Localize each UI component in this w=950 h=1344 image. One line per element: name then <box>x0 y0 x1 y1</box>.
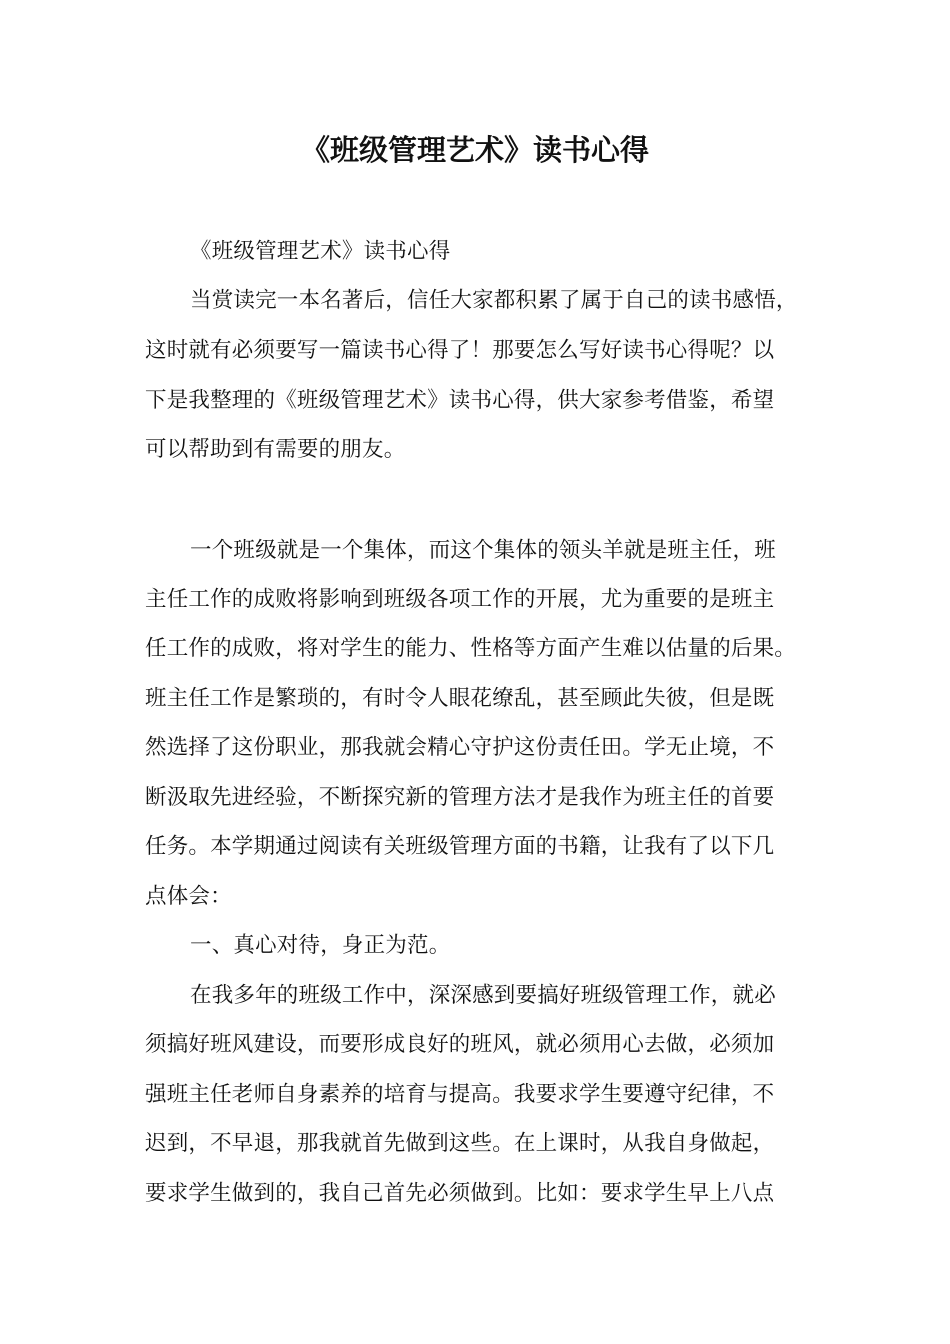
text-line: 然选择了这份职业，那我就会精心守护这份责任田。学无止境，不 <box>145 735 775 760</box>
text-line: 须搞好班风建设，而要形成良好的班风，就必须用心去做，必须加 <box>145 1032 775 1057</box>
text-line: 这时就有必须要写一篇读书心得了！那要怎么写好读书心得呢？以 <box>145 338 775 363</box>
text-line: 主任工作的成败将影响到班级各项工作的开展，尤为重要的是班主 <box>145 587 775 612</box>
text-line: 强班主任老师自身素养的培育与提高。我要求学生要遵守纪律，不 <box>145 1082 775 1107</box>
text-line: 任务。本学期通过阅读有关班级管理方面的书籍，让我有了以下几 <box>145 834 775 859</box>
text-line: 断汲取先进经验，不断探究新的管理方法才是我作为班主任的首要 <box>145 785 775 810</box>
text-line: 可以帮助到有需要的朋友。 <box>145 437 406 462</box>
text-line: 任工作的成败，将对学生的能力、性格等方面产生难以估量的后果。 <box>145 636 797 661</box>
document-title: 《班级管理艺术》读书心得 <box>300 133 649 167</box>
text-line: 下是我整理的《班级管理艺术》读书心得，供大家参考借鉴，希望 <box>145 388 775 413</box>
text-line: 一个班级就是一个集体，而这个集体的领头羊就是班主任，班 <box>190 538 776 563</box>
text-line: 班主任工作是繁琐的，有时令人眼花缭乱，甚至顾此失彼，但是既 <box>145 686 775 711</box>
text-line: 点体会： <box>145 884 232 909</box>
paragraph-heading: 《班级管理艺术》读书心得 <box>190 239 451 264</box>
text-line: 迟到，不早退，那我就首先做到这些。在上课时，从我自身做起， <box>145 1131 775 1156</box>
section-heading: 一、真心对待，身正为范。 <box>190 933 451 958</box>
text-line: 要求学生做到的，我自己首先必须做到。比如：要求学生早上八点 <box>145 1181 775 1206</box>
text-line: 当赏读完一本名著后，信任大家都积累了属于自己的读书感悟， <box>190 288 798 313</box>
text-line: 在我多年的班级工作中，深深感到要搞好班级管理工作，就必 <box>190 983 776 1008</box>
